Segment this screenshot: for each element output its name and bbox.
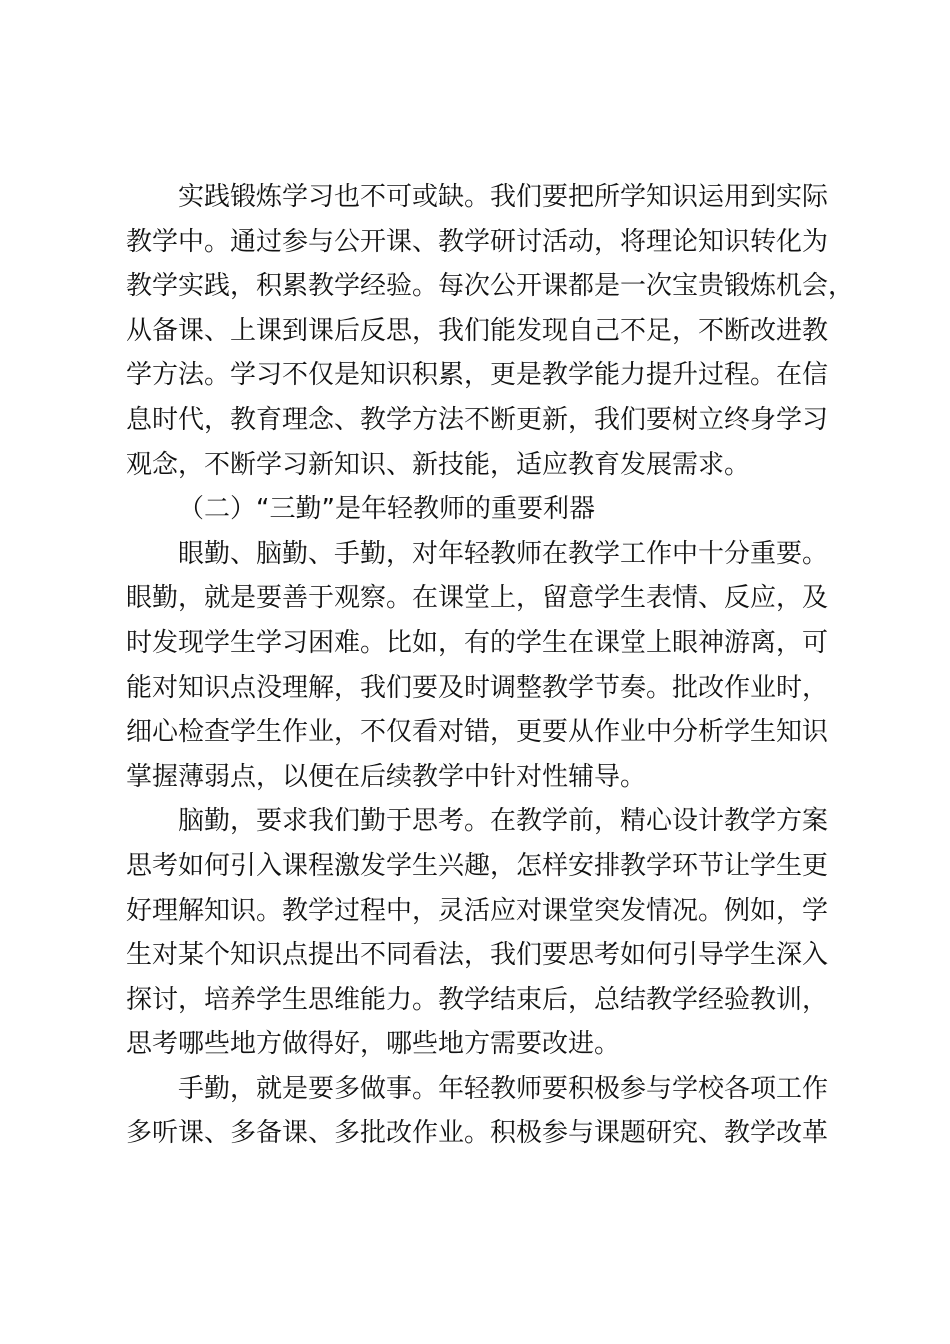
text-line: 好理解知识。教学过程中，灵活应对课堂突发情况。例如，学 bbox=[126, 895, 829, 926]
text-line: 教学中。通过参与公开课、教学研讨活动，将理论知识转化为 bbox=[126, 226, 829, 257]
text-line: 从备课、上课到课后反思，我们能发现自己不足，不断改进教 bbox=[126, 315, 829, 346]
text-line: 眼勤、脑勤、手勤，对年轻教师在教学工作中十分重要。 bbox=[178, 538, 829, 569]
paragraph-eye-diligence bbox=[126, 532, 835, 800]
text-line: 教学实践，积累教学经验。每次公开课都是一次宝贵锻炼机会， bbox=[126, 271, 855, 302]
text-line: 脑勤，要求我们勤于思考。在教学前，精心设计教学方案 bbox=[178, 806, 829, 837]
text-line: 息时代，教育理念、教学方法不断更新，我们要树立终身学习 bbox=[126, 404, 829, 435]
text-line: 思考哪些地方做得好，哪些地方需要改进。 bbox=[126, 1029, 621, 1060]
text-line: 思考如何引入课程激发学生兴趣，怎样安排教学环节让学生更 bbox=[126, 850, 829, 881]
text-line: 眼勤，就是要善于观察。在课堂上，留意学生表情、反应，及 bbox=[126, 583, 829, 614]
heading-text: （二）“三勤”是年轻教师的重要利器 bbox=[178, 494, 595, 525]
text-line: 手勤，就是要多做事。年轻教师要积极参与学校各项工作 bbox=[178, 1073, 829, 1104]
paragraph-brain-diligence bbox=[126, 799, 835, 1067]
text-line: 学方法。学习不仅是知识积累，更是教学能力提升过程。在信 bbox=[126, 360, 829, 391]
text-line: 细心检查学生作业，不仅看对错，更要从作业中分析学生知识 bbox=[126, 717, 829, 748]
text-line: 生对某个知识点提出不同看法，我们要思考如何引导学生深入 bbox=[126, 940, 829, 971]
text-line: 掌握薄弱点，以便在后续教学中针对性辅导。 bbox=[126, 761, 647, 792]
text-line: 多听课、多备课、多批改作业。积极参与课题研究、教学改革 bbox=[126, 1118, 829, 1149]
paragraph-practice bbox=[126, 175, 855, 487]
text-line: 实践锻炼学习也不可或缺。我们要把所学知识运用到实际 bbox=[178, 182, 829, 212]
text-line: 观念，不断学习新知识、新技能，适应教育发展需求。 bbox=[126, 449, 751, 480]
text-line: 探讨，培养学生思维能力。教学结束后，总结教学经验教训， bbox=[126, 984, 829, 1015]
paragraph-hand-diligence bbox=[126, 1067, 835, 1156]
text-line: 时发现学生学习困难。比如，有的学生在课堂上眼神游离，可 bbox=[126, 627, 829, 658]
section-heading bbox=[126, 487, 835, 532]
text-line: 能对知识点没理解，我们要及时调整教学节奏。批改作业时， bbox=[126, 672, 829, 703]
